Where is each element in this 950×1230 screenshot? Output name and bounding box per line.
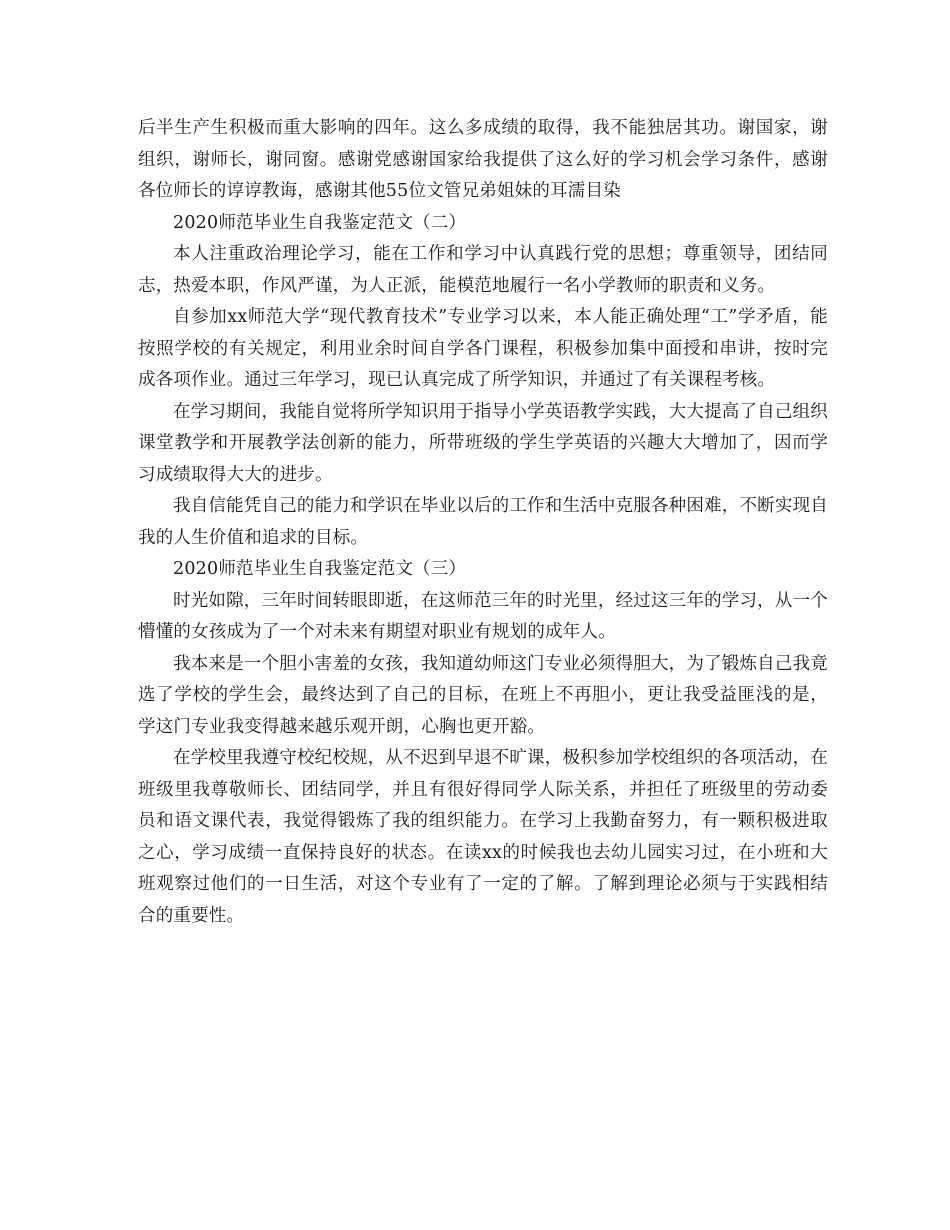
paragraph: 我自信能凭自己的能力和学识在毕业以后的工作和生活中克服各种困难，不断实现自我的人生价值和追求的目标。 [138, 496, 828, 548]
paragraph: 我本来是一个胆小害羞的女孩，我知道幼师这门专业必须得胆大，为了锻炼自己我竟选了学校的学生会，最终达到了自己的目标，在班上不再胆小，更让我受益匪浅的是，学这门专业我变得越来越乐观开朗，心胸也更开豁。 [138, 653, 828, 737]
section-heading-2: 2020师范毕业生自我鉴定范文（二） [173, 212, 467, 233]
paragraph: 本人注重政治理论学习，能在工作和学习中认真践行党的思想；尊重领导，团结同志，热爱本职，作风严谨，为人正派，能模范地履行一名小学教师的职责和义务。 [138, 244, 828, 296]
paragraph-continuation: 后半生产生积极而重大影响的四年。这么多成绩的取得，我不能独居其功。谢国家，谢组织，谢师长，谢同窗。感谢党感谢国家给我提供了这么好的学习机会学习条件，感谢各位师长的谆谆教诲，感谢其他55位文管兄弟姐妹的耳濡目染 [138, 118, 828, 201]
paragraph: 在学校里我遵守校纪校规，从不迟到早退不旷课，极积参加学校组织的各项活动，在班级里我尊敬师长、团结同学，并且有很好得同学人际关系，并担任了班级里的劳动委员和语文课代表，我觉得锻炼了我的组织能力。在学习上我勤奋努力，有一颗积极进取之心，学习成绩一直保持良好的状态。在读xx的时候我也去幼儿园实习过，在小班和大班观察过他们的一日生活，对这个专业有了一定的了解。了解到理论必须与于实践相结合的重要性。 [138, 748, 828, 926]
paragraph: 时光如隙，三年时间转眼即逝，在这师范三年的时光里，经过这三年的学习，从一个懵懂的女孩成为了一个对未来有期望对职业有规划的成年人。 [138, 590, 828, 642]
paragraph: 在学习期间，我能自觉将所学知识用于指导小学英语教学实践，大大提高了自己组织课堂教学和开展教学法创新的能力，所带班级的学生学英语的兴趣大大增加了，因而学习成绩取得大大的进步。 [138, 401, 828, 485]
paragraph: 自参加xx师范大学“现代教育技术”专业学习以来，本人能正确处理“工”学矛盾，能按照学校的有关规定，利用业余时间自学各门课程，积极参加集中面授和串讲，按时完成各项作业。通过三年学习，现已认真完成了所学知识，并通过了有关课程考核。 [138, 307, 828, 390]
section-heading-3: 2020师范毕业生自我鉴定范文（三） [173, 559, 467, 579]
document-body [138, 113, 828, 932]
